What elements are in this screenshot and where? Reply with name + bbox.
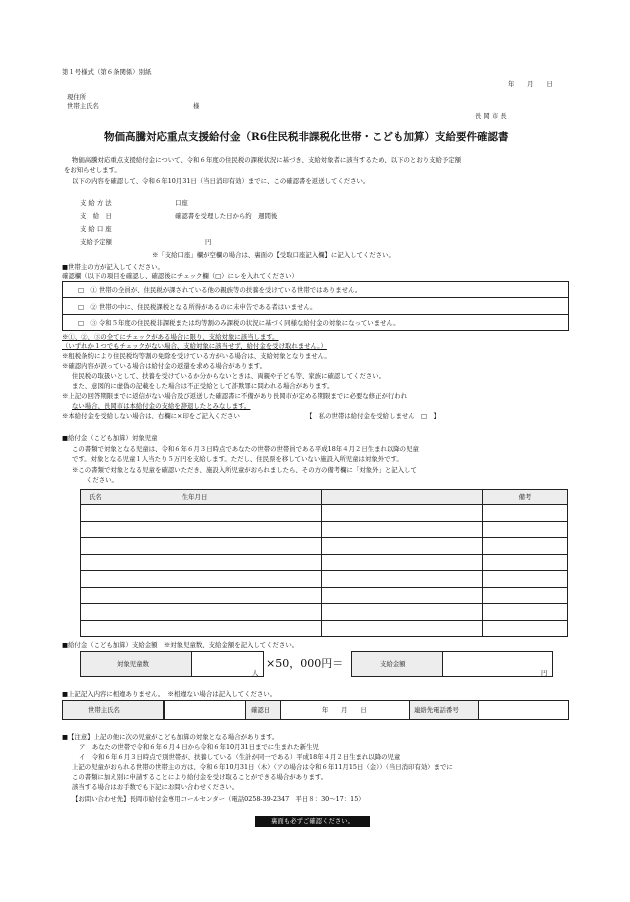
check-note: ※確認内容が誤っている場合は給付金の返還を求める場合があります。 (62, 362, 266, 370)
confirm-heading: ■上記記入内容に相違ありません。 ※相違ない場合は記入してください。 (62, 690, 277, 698)
mayor-label: 長 岡 市 長 (475, 112, 507, 120)
payment-amount-label: 支給予定額 (80, 238, 112, 246)
payment-date-label: 支 給 日 (80, 212, 112, 220)
confirm-head-label: 世帯主氏名 (88, 706, 120, 714)
check-note: また、意図的に虚偽の記載をした場合は不正受給として詐欺罪に問われる場合があります。 (72, 382, 334, 390)
table-row[interactable] (81, 554, 568, 571)
check-note: 住民税の取扱いとして、扶養を受けているか分からないときは、両親や子ども等、家族に確認してください。 (72, 372, 386, 380)
check-note: ※上記の回答期限までに返信がない場合及び返送した確認書に不備があり長岡市が定める期限までに必要な修正が行われ (62, 392, 408, 400)
decline-checkbox-line[interactable]: 【 私の世帯は給付金を受給しません □ 】 (306, 412, 440, 420)
payment-method-value: 口座 (175, 199, 188, 207)
payment-method-label: 支 給 方 法 (80, 199, 112, 207)
check-note: ※①、②、③の全てにチェックがある場合に限り、支給対象に該当します。 (62, 333, 279, 341)
check-note: ※本給付金を受給しない場合は、右欄に×印をご記入ください (62, 412, 240, 420)
phone-input[interactable] (478, 700, 569, 720)
confirm-phone-label: 連絡先電話番号 (414, 706, 459, 714)
check-divider (62, 314, 569, 315)
table-row[interactable] (81, 538, 568, 555)
confirm-date-value[interactable]: 年 月 日 (322, 706, 367, 714)
check-note: ない場合、長岡市は本給付金の支給を辞退したとみなします。 (72, 402, 251, 410)
count-label: 対象児童数 (117, 660, 149, 668)
amount-label: 支給金額 (380, 660, 406, 668)
yen-unit: 円 (541, 669, 548, 677)
children-para: です。対象となる児童１人当たり５万円を支給します。ただし、住民票を移していない施設入所児童は対象外です。 (72, 455, 403, 463)
column-header: 備考 (483, 490, 568, 505)
column-header: 氏名 生年月日 (81, 490, 322, 505)
footer-note: 上記の児童がおられる世帯の世帯主の方は、令和６年10月31日（木）（アの場合は令和６年11月15日（金））（当日消印有効）までに (72, 763, 453, 771)
children-para: この書類で対象となる児童は、令和６年６月３日時点であなたの世帯の世帯員である平成18年４月２日生まれ以降の児童 (72, 445, 419, 453)
table-row[interactable] (81, 604, 568, 621)
check-caption: 確認欄（以下の項目を確認し、確認後にチェック欄（□）にレを入れてください） (62, 272, 298, 280)
children-para: ※この書類で対象となる児童を確認いただき、施設入所児童がおられましたら、その方の備考欄に「対象外」と記入して (72, 466, 417, 474)
contact-line: 【お問い合わせ先】長岡市給付金専用コールセンター（電話0258-39-2347 平日８：30～17：15） (72, 795, 365, 803)
table-row[interactable] (81, 521, 568, 538)
intro-line-3: 以下の内容を確認して、令和６年10月31日（当日消印有効）までに、この確認書を返送してください。 (72, 177, 370, 185)
children-table (80, 489, 568, 637)
page-title: 物価高騰対応重点支援給付金（R6住民税非課税化世帯・こども加算）支給要件確認書 (104, 131, 509, 143)
children-heading: ■給付金（こども加算）対象児童 (62, 434, 158, 442)
head-name-input[interactable] (164, 700, 246, 720)
sum-heading: ■給付金（こども加算）支給金額 ※対象児童数、支給金額を記入してください。 (62, 641, 299, 649)
check-item-3[interactable]: □ ③ 令和５年度の住民税非課税または均等割のみ課税の状況に基づく同様な給付金の対象になっていません。 (78, 319, 400, 327)
check-note: （いずれか１つでもチェックがない場合、支給対象に該当せず、給付金を受け取れません。） (62, 342, 327, 350)
see-back-banner: 裏面も必ずご確認ください。 (255, 816, 370, 827)
table-row[interactable] (81, 587, 568, 604)
table-row[interactable] (81, 620, 568, 637)
amount-input[interactable] (442, 651, 553, 677)
date-line: 年 月 日 (508, 80, 553, 88)
column-header-blank (322, 490, 483, 505)
footer-note: 該当する場合はお手数でも下記にお問い合わせください。 (72, 783, 239, 791)
payment-note: ※「支給口座」欄が空欄の場合は、裏面の【受取口座記入欄】に記入してください。 (152, 251, 395, 259)
check-head-note: ■世帯主の方が記入してください。 (62, 263, 164, 271)
intro-line-2: をお知らせします。 (64, 166, 121, 174)
table-header-row (81, 490, 568, 505)
person-unit: 人 (252, 669, 259, 677)
head-name-label: 世帯主氏名 (67, 102, 99, 110)
table-row[interactable] (81, 505, 568, 522)
footer-note: イ 令和６年６月３日時点で別世帯が、扶養している（生計が同一である）平成18年４月２日生まれ以降の児童 (79, 753, 401, 761)
payment-account-label: 支 給 口 座 (80, 225, 112, 233)
table-row[interactable] (81, 571, 568, 588)
children-para: ください。 (86, 476, 118, 484)
payment-date-value: 確認書を受理した日から約 週間後 (175, 212, 278, 220)
footer-note: ア あなたの世帯で令和６年６月４日から令和６年10月31日までに生まれた新生児 (79, 743, 319, 751)
check-divider (62, 297, 569, 298)
confirm-date-label: 確認日 (251, 706, 271, 714)
payment-amount-unit: 円 (205, 238, 212, 246)
form-number: 第１号様式（第６条関係）別紙 (62, 68, 152, 76)
footer-note: ■【注意】上記の他に次の児童がこども加算の対象となる場合があります。 (62, 733, 279, 741)
sama-label: 様 (193, 102, 200, 110)
check-note: ※租税条約により住民税均等割の免除を受けている方がいる場合は、支給対象となりません。 (62, 352, 331, 360)
check-item-1[interactable]: □ ① 世帯の全員が、住民税が課されている他の親族等の扶養を受けている世帯ではありません。 (78, 286, 362, 294)
address-label: 現住所 (67, 93, 87, 101)
footer-note: この書類に加え別に申請することにより給付金を受け取ることができる場合があります。 (72, 773, 328, 781)
multiplier-text: ×50，000円＝ (266, 657, 344, 670)
check-item-2[interactable]: □ ② 世帯の中に、住民税課税となる所得があるのに未申告である者はいません。 (78, 303, 317, 311)
intro-line-1: 物価高騰対応重点支援給付金について、令和６年度の住民税の課税状況に基づき、支給対象者に該当するため、以下のとおり支給予定額 (72, 156, 462, 164)
